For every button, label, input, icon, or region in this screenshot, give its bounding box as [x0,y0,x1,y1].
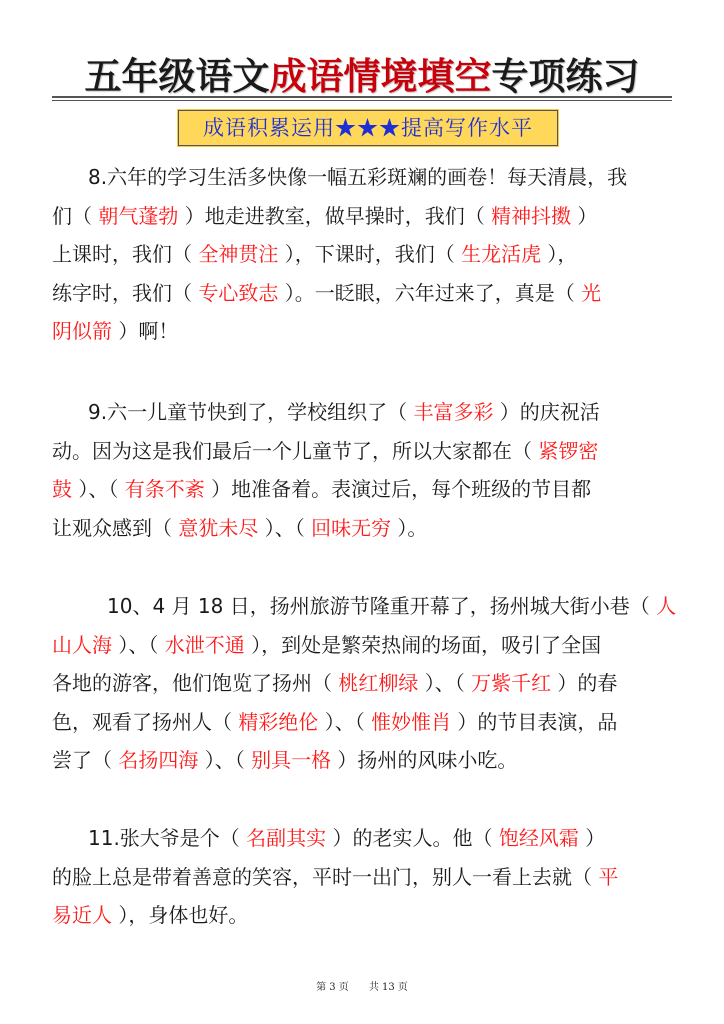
text-line [52,393,682,432]
question-text: ）地准备着。表演过后，每个班级的节目都 [204,477,592,501]
exercise-10 [52,587,682,780]
page-total: 共 13 页 [368,982,408,993]
idiom-answer: 有条不紊 [124,477,205,501]
idiom-answer: 阴似箭 [52,319,112,343]
text-line [52,197,682,236]
title-highlight: 成语情境填空 [269,54,492,98]
title-rule-bottom [52,100,672,101]
title-part2: 专项练习 [491,54,640,98]
idiom-answer: 平 [598,864,619,889]
text-line [52,741,682,780]
title-part1: 五年级语文 [84,54,270,98]
question-text: 11.张大爷是个（ [88,826,247,850]
idiom-answer: 紧锣密 [538,438,599,463]
page-footer [0,978,724,993]
idiom-answer: 人 [656,594,677,618]
question-text: 8.六年的学习生活多快像一幅五彩斑斓的画卷！每天清晨，我 [88,165,628,189]
question-text: 们（ [52,203,99,228]
question-text: ）、（ [198,748,252,772]
question-text: ），到处是繁荣热闹的场面，吸引了全国 [244,632,602,657]
question-text: 10、4 月 18 日，扬州旅游节隆重开幕了，扬州城大街小巷（ [107,594,657,618]
text-line [52,587,682,626]
question-text: ） [578,826,606,850]
question-text: 尝了（ [52,748,119,772]
question-text: ）、（ [318,709,372,734]
question-text: ）。一眨眼，六年过来了，真是（ [278,280,582,305]
text-line [52,509,682,548]
question-text: 的脸上总是带着善意的笑容，平时一出门，别人一看上去就（ [52,864,599,889]
question-text: ）啊！ [112,319,179,343]
question-text: ）、（ [72,477,125,501]
question-text: ）、（ [418,671,472,695]
question-text: ），身体也好。 [112,903,249,927]
question-text: ）的庆祝活 [493,400,600,424]
idiom-answer: 桃红柳绿 [338,671,419,695]
idiom-answer: 生龙活虎 [461,242,542,266]
question-text: 各地的游客，他们饱览了扬州（ [52,671,339,695]
question-text: ）的春 [551,671,618,695]
text-line [52,470,682,509]
question-text: ） [571,203,598,228]
question-text: ）的节目表演，品 [451,709,618,734]
text-line [52,626,682,665]
question-text: ）地走进教室，做早操时，我们（ [178,203,492,228]
text-line [52,432,682,471]
idiom-answer: 鼓 [52,477,72,501]
question-text: 练字时，我们（ [52,280,199,305]
question-text: ）。 [391,515,428,540]
text-line [52,858,682,897]
question-text: ）， [541,242,578,266]
idiom-answer: 朝气蓬勃 [98,203,179,228]
idiom-answer: 饱经风霜 [498,826,579,850]
page-number: 第 3 页 [316,982,349,993]
exercise-9 [52,393,682,547]
idiom-answer: 惟妙惟肖 [371,709,452,734]
text-line [52,896,682,935]
question-text: 上课时，我们（ [52,242,199,266]
question-text: ）的老实人。他（ [326,826,499,850]
text-line [52,703,682,742]
subtitle-banner: 成语积累运用★★★提高写作水平 [178,110,558,146]
text-line [52,664,682,703]
text-line [52,312,682,351]
question-text: 让观众感到（ [52,515,179,540]
question-text: ）、（ [258,515,312,540]
idiom-answer: 回味无穷 [311,515,392,540]
idiom-answer: 光 [581,280,602,305]
idiom-answer: 山人海 [52,632,112,657]
text-line [52,274,682,313]
question-text: 动。因为这是我们最后一个儿童节了，所以大家都在（ [52,438,539,463]
text-line [52,235,682,274]
text-line [52,819,682,858]
title-rule-top [52,96,672,98]
text-line [52,158,682,197]
idiom-answer: 丰富多彩 [413,400,494,424]
exercise-8 [52,158,682,351]
question-text: ），下课时，我们（ [278,242,462,266]
idiom-answer: 专心致志 [198,280,279,305]
question-text: ）扬州的风味小吃。 [331,748,518,772]
page-title [0,52,724,100]
idiom-answer: 精彩绝伦 [238,709,319,734]
idiom-answer: 名副其实 [246,826,327,850]
question-text: 9.六一儿童节快到了，学校组织了（ [88,400,414,424]
question-text: ）、（ [112,632,165,657]
idiom-answer: 精神抖擞 [491,203,572,228]
idiom-answer: 易近人 [52,903,112,927]
idiom-answer: 水泄不通 [164,632,245,657]
idiom-answer: 万紫千红 [471,671,552,695]
question-text: 色，观看了扬州人（ [52,709,239,734]
idiom-answer: 别具一格 [251,748,332,772]
exercise-11 [52,819,682,935]
idiom-answer: 名扬四海 [118,748,199,772]
idiom-answer: 全神贯注 [198,242,279,266]
idiom-answer: 意犹未尽 [178,515,259,540]
